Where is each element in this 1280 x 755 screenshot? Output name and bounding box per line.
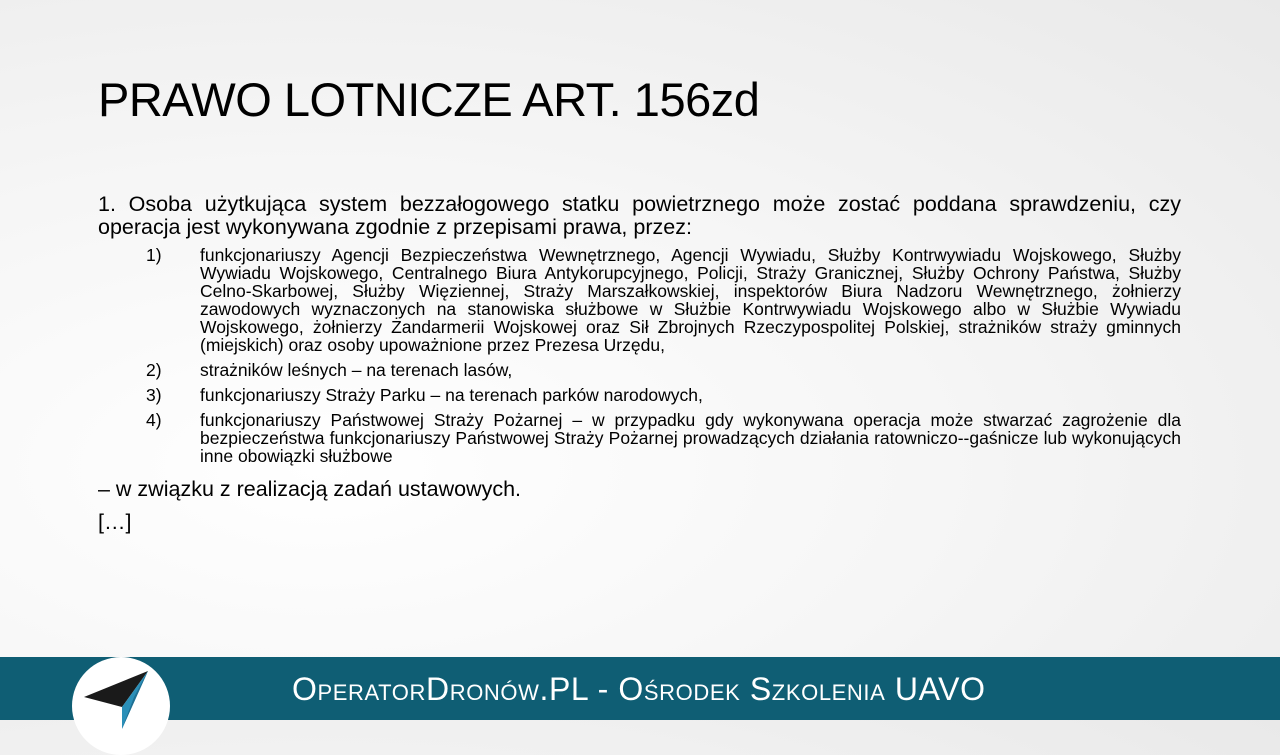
list-item-text: strażników leśnych – na terenach lasów, [200, 360, 513, 380]
list-item [98, 361, 1181, 379]
logo [72, 657, 170, 755]
slide-title: PRAWO LOTNICZE ART. 156zd [98, 73, 760, 126]
list-item-text: funkcjonariuszy Agencji Bezpieczeństwa Wewnętrznego, Agencji Wywiadu, Służby Kontrwywiadu Wojskowego, Służby Wywiadu Wojskowego, Centralnego Biura Antykorupcyjnego, Policji, Straży Granicznej, Służby Ochrony Państwa, Służby Celno-Skarbowej, Służby Więziennej, Straży Marszałkowskiej, inspektorów Biura Nadzoru Wewnętrznego, żołnierzy zawodowych wyznaczonych na stanowiska służbowe w Służbie Kontrwywiadu Wojskowego albo w Służbie Wywiadu Wojskowego, żołnierzy Żandarmerii Wojskowej oraz Sił Zbrojnych Rzeczypospolitej Polskiej, strażników straży gminnych (miejskich) oraz osoby upoważnione przez Prezesa Urzędu, [200, 245, 1181, 355]
drone-arrow-logo-icon [72, 657, 170, 755]
enumerated-list [98, 246, 1181, 465]
list-item-text: funkcjonariuszy Państwowej Straży Pożarnej – w przypadku gdy wykonywana operacja może stwarzać zagrożenie dla bezpieczeństwa funkcjonariuszy Państwowej Straży Pożarnej prowadzących działania ratowniczo--gaśnicze lub wykonujących inne obowiązki służbowe [200, 410, 1181, 466]
intro-paragraph: 1. Osoba użytkująca system bezzałogowego statku powietrznego może zostać poddana sprawdzeniu, czy operacja jest wykonywana zgodnie z przepisami prawa, przez: [98, 192, 1181, 239]
slide-content [98, 193, 1181, 535]
list-item [98, 386, 1181, 404]
list-item-number: 2) [146, 360, 162, 380]
list-item-number: 1) [146, 245, 162, 265]
closing-paragraph: – w związku z realizacją zadań ustawowych. [98, 477, 522, 501]
list-item-number: 3) [146, 385, 162, 405]
footer-brand-text: OperatorDronów.PL - Ośrodek Szkolenia UAVO [292, 671, 986, 707]
list-item-number: 4) [146, 410, 162, 430]
list-item-text: funkcjonariuszy Straży Parku – na terenach parków narodowych, [200, 385, 703, 405]
list-item [98, 411, 1181, 465]
list-item [98, 246, 1181, 354]
omission-marker: […] [98, 510, 132, 534]
